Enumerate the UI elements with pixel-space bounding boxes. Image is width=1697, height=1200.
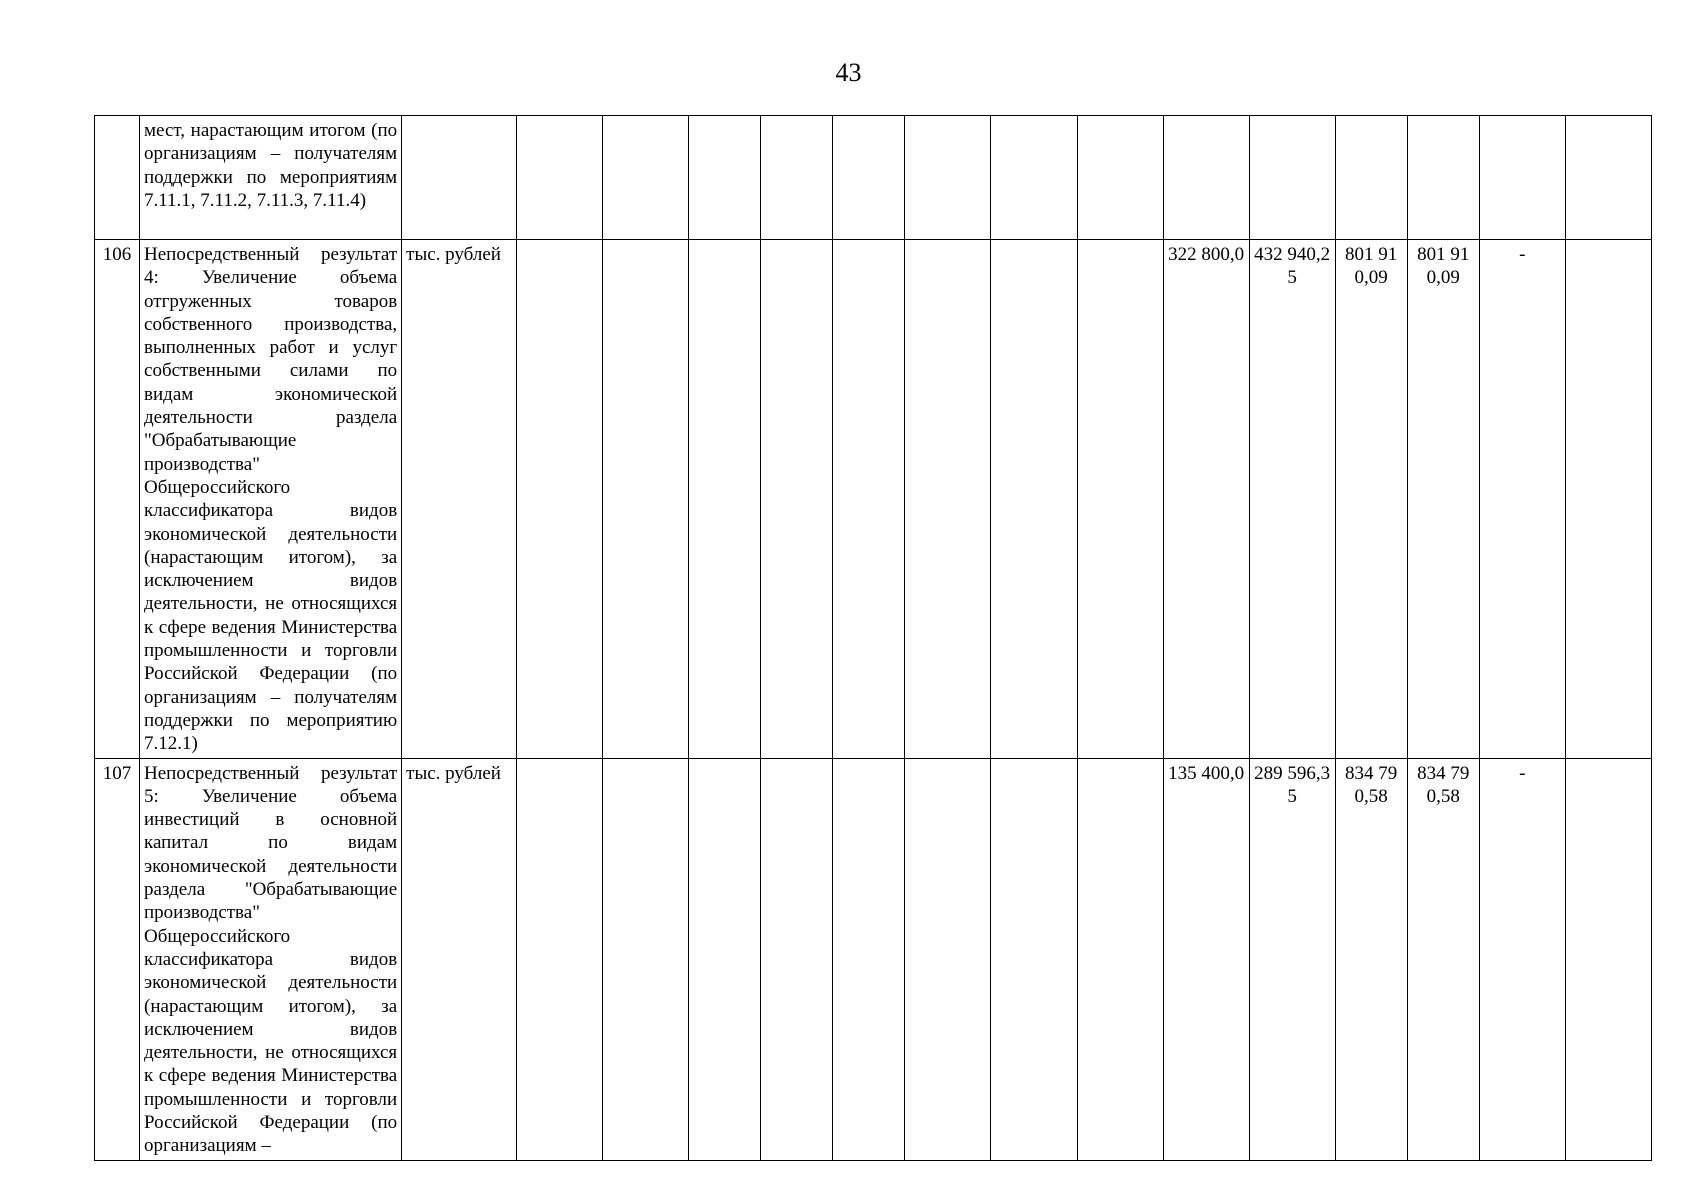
empty-cell	[1077, 758, 1163, 1160]
value-cell	[1249, 116, 1335, 240]
last-cell	[1479, 116, 1565, 240]
empty-cell	[761, 758, 833, 1160]
empty-cell	[905, 240, 991, 759]
page-number: 43	[835, 58, 862, 87]
value-cell: 135 400,0	[1163, 758, 1249, 1160]
unit-cell: тыс. рублей	[402, 240, 517, 759]
value-cell	[1163, 116, 1249, 240]
empty-cell	[1077, 116, 1163, 240]
empty-cell	[603, 240, 689, 759]
empty-cell	[689, 116, 761, 240]
empty-cell	[905, 758, 991, 1160]
row-number-cell: 106	[95, 240, 140, 759]
empty-cell	[1565, 758, 1651, 1160]
empty-cell	[1565, 240, 1651, 759]
value-cell	[1335, 116, 1407, 240]
value-cell: 834 790,58	[1335, 758, 1407, 1160]
empty-cell	[517, 758, 603, 1160]
last-cell: -	[1479, 240, 1565, 759]
description-cell: мест, нарастающим итогом (по организациям – получателям поддержки по мероприятиям 7.11.1, 7.11.2, 7.11.3, 7.11.4)	[140, 116, 402, 240]
unit-cell	[402, 116, 517, 240]
empty-cell	[517, 116, 603, 240]
empty-cell	[833, 758, 905, 1160]
empty-cell	[991, 240, 1077, 759]
table-row	[95, 116, 1652, 240]
empty-cell	[761, 116, 833, 240]
value-cell: 834 790,58	[1407, 758, 1479, 1160]
description-cell: Непосредственный результат 4: Увеличение объема отгруженных товаров собственного производства, выполненных работ и услуг собственными силами по видам экономической деятельности раздела "Обрабатывающие производства" Общероссийского классификатора видов экономической деятельности (нарастающим итогом), за исключением видов деятельности, не относящихся к сфере ведения Министерства промышленности и торговли Российской Федерации (по организациям – получателям поддержки по мероприятию 7.12.1)	[140, 240, 402, 759]
empty-cell	[991, 758, 1077, 1160]
empty-cell	[833, 116, 905, 240]
empty-cell	[517, 240, 603, 759]
empty-cell	[761, 240, 833, 759]
value-cell: 289 596,35	[1249, 758, 1335, 1160]
value-cell: 801 910,09	[1407, 240, 1479, 759]
empty-cell	[991, 116, 1077, 240]
table-row	[95, 758, 1652, 1160]
empty-cell	[1565, 116, 1651, 240]
description-cell: Непосредственный результат 5: Увеличение объема инвестиций в основной капитал по видам экономической деятельности раздела "Обрабатывающие производства" Общероссийского классификатора видов экономической деятельности (нарастающим итогом), за исключением видов деятельности, не относящихся к сфере ведения Министерства промышленности и торговли Российской Федерации (по организациям –	[140, 758, 402, 1160]
empty-cell	[603, 758, 689, 1160]
last-cell: -	[1479, 758, 1565, 1160]
value-cell	[1407, 116, 1479, 240]
row-number-cell	[95, 116, 140, 240]
table-row	[95, 240, 1652, 759]
empty-cell	[905, 116, 991, 240]
empty-cell	[1077, 240, 1163, 759]
value-cell: 432 940,25	[1249, 240, 1335, 759]
row-number-cell: 107	[95, 758, 140, 1160]
data-table	[94, 115, 1652, 1161]
empty-cell	[689, 240, 761, 759]
empty-cell	[603, 116, 689, 240]
unit-cell: тыс. рублей	[402, 758, 517, 1160]
value-cell: 322 800,0	[1163, 240, 1249, 759]
empty-cell	[833, 240, 905, 759]
value-cell: 801 910,09	[1335, 240, 1407, 759]
empty-cell	[689, 758, 761, 1160]
